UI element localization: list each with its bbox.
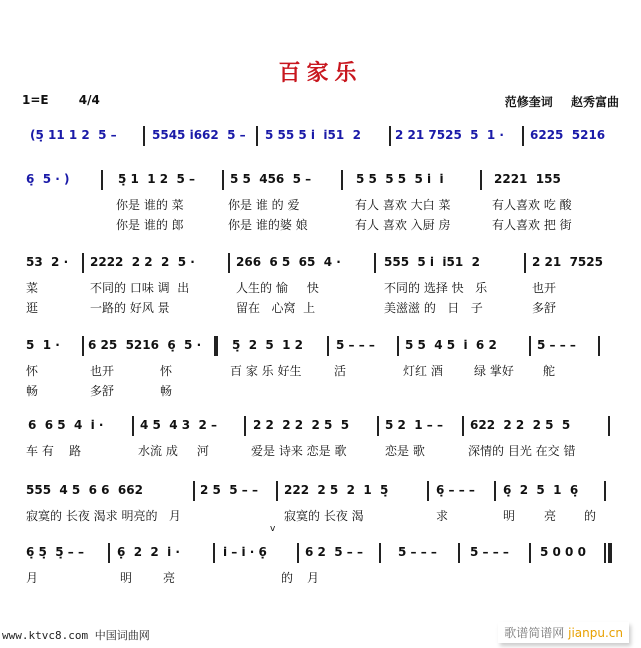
barline — [297, 543, 299, 563]
lyric: 你是 谁的 郎 — [116, 218, 184, 232]
barline — [256, 126, 258, 146]
lyric: 寂寞的 长夜 渴求 明亮的 月 — [26, 509, 181, 523]
lyric: 菜 — [26, 281, 39, 295]
barline — [228, 253, 230, 273]
barline — [522, 126, 524, 146]
lyric: 明 — [503, 509, 516, 523]
measure: 6 25 5216 6̣ 5 · — [88, 338, 202, 352]
composer: 赵秀富曲 — [570, 95, 619, 109]
watermark-jianpu — [498, 622, 629, 643]
measure: 622 2 2 2 5 5 — [470, 418, 571, 432]
measure: 6225 5216 — [530, 128, 606, 142]
lyric: 有人喜欢 吃 酸 — [492, 198, 572, 212]
barline — [143, 126, 145, 146]
measure: 53 2 · — [26, 255, 69, 269]
lyric: 有人 喜欢 大白 菜 — [355, 198, 451, 212]
barline — [82, 253, 84, 273]
lyric: 多舒 — [532, 301, 557, 315]
barline — [108, 543, 110, 563]
measure: 2 2 2 2 2 5 5 — [253, 418, 350, 432]
barline — [276, 481, 278, 501]
lyric: 的 — [584, 509, 597, 523]
measure: 6̣ 2 2 i̇ · — [117, 545, 180, 559]
barline — [458, 543, 460, 563]
measure: 4 5 4 3 2 – — [140, 418, 217, 432]
barline — [397, 336, 399, 356]
lyric: 水流 成 河 — [138, 444, 209, 458]
measure: 5 2 1 – – — [385, 418, 443, 432]
barline — [529, 336, 531, 356]
measure: 2 21 7525 5 1 · — [395, 128, 504, 142]
lyric: 灯红 酒 — [403, 364, 443, 378]
measure: 5 – – – — [336, 338, 375, 352]
lyric: 绿 掌好 — [474, 364, 514, 378]
lyric: 有人 喜欢 入厨 房 — [355, 218, 451, 232]
barline — [598, 336, 600, 356]
lyric: 留在 心窝 上 — [236, 301, 316, 315]
barline — [462, 416, 464, 436]
lyricist: 范修奎词 — [504, 95, 553, 109]
final-barline-thin — [604, 543, 606, 563]
barline — [608, 416, 610, 436]
barline — [193, 481, 195, 501]
watermark-jianpu-cn: 歌谱简谱网 — [504, 626, 565, 640]
lyric: 怀 — [160, 364, 173, 378]
lyric: 舵 — [543, 364, 556, 378]
breath-mark: v — [270, 524, 276, 534]
lyric: 寂寞的 长夜 渴 — [284, 509, 364, 523]
measure: 2222 2 2 2 5 · — [90, 255, 195, 269]
measure: 6 6 5 4 i̇ · — [28, 418, 104, 432]
lyric: 也开 — [532, 281, 557, 295]
lyric: 月 — [307, 571, 320, 585]
barline — [480, 170, 482, 190]
lyric: 车 有 路 — [26, 444, 82, 458]
lyric: 畅 — [26, 384, 39, 398]
barline — [82, 336, 84, 356]
measure: 5 5 5 5 5 i̇ i̇ — [356, 172, 444, 186]
key-time-signature — [22, 93, 126, 107]
measure: 6 2 5 – – — [305, 545, 363, 559]
measure: 2 21 7525 — [532, 255, 603, 269]
measure: 5 – – – — [470, 545, 509, 559]
lyric: 畅 — [160, 384, 173, 398]
measure: 5 1 · — [26, 338, 60, 352]
barline — [101, 170, 103, 190]
watermark-jianpu-brand: jianpu.cn — [568, 626, 623, 640]
barline — [377, 416, 379, 436]
watermark-ktvc8: www.ktvc8.com 中国词曲网 — [2, 629, 150, 642]
barline — [494, 481, 496, 501]
barline — [524, 253, 526, 273]
measure: 222 2 5 2 1 5̣ — [284, 483, 389, 497]
measure: 6̣ 2 5 1 6̣ — [503, 483, 579, 497]
lyric: 月 — [26, 571, 39, 585]
time-signature: 4/4 — [78, 93, 100, 107]
measure: 6̣ 5̣ 5̣ – – — [26, 545, 84, 559]
lyric: 深情的 目光 在交 错 — [468, 444, 576, 458]
barline — [389, 126, 391, 146]
measure: 2 5 5 – – — [200, 483, 258, 497]
barline — [379, 543, 381, 563]
barline — [132, 416, 134, 436]
barline — [341, 170, 343, 190]
lyric: 多舒 — [90, 384, 115, 398]
lyric: 一路的 好风 景 — [90, 301, 170, 315]
lyric: 的 — [281, 571, 294, 585]
measure: 5 5 4 5 i̇ 6 2 — [405, 338, 497, 352]
final-barline-thick — [608, 543, 612, 563]
lyric: 恋是 歌 — [385, 444, 425, 458]
measure: 555 4 5 6 6 662 — [26, 483, 143, 497]
credits — [491, 93, 619, 110]
measure: 555 5 i̇ i̇51 2 — [384, 255, 480, 269]
lyric: 明 — [120, 571, 133, 585]
lyric: 百 家 乐 好生 — [230, 364, 302, 378]
lyric: 活 — [334, 364, 347, 378]
measure: 6̣ 5 · ) — [26, 172, 70, 186]
lyric: 怀 — [26, 364, 39, 378]
measure: 2221 155 — [494, 172, 561, 186]
barline — [213, 543, 215, 563]
lyric: 人生的 愉 快 — [236, 281, 319, 295]
barline — [244, 416, 246, 436]
lyric: 有人喜欢 把 街 — [492, 218, 572, 232]
lyric: 不同的 口味 调 出 — [90, 281, 190, 295]
barline — [327, 336, 329, 356]
lyric: 求 — [436, 509, 449, 523]
lyric: 亮 — [163, 571, 176, 585]
key-signature: 1=E — [22, 93, 49, 107]
repeat-barline — [214, 336, 218, 356]
lyric: 你是 谁的婆 娘 — [228, 218, 308, 232]
measure: (5̣ 11 1 2 5 – — [30, 128, 117, 142]
measure: 5̣ 1 1 2 5 – — [118, 172, 195, 186]
barline — [374, 253, 376, 273]
barline — [427, 481, 429, 501]
lyric: 不同的 选择 快 乐 — [384, 281, 488, 295]
measure: 266 6 5 65 4 · — [236, 255, 341, 269]
lyric: 逛 — [26, 301, 39, 315]
measure: 6̣ – – – — [436, 483, 475, 497]
barline — [529, 543, 531, 563]
measure: 5 55 5 i̇ i̇51 2 — [265, 128, 361, 142]
song-title: 百家乐 — [278, 60, 363, 86]
lyric: 你是 谁的 菜 — [116, 198, 184, 212]
barline — [222, 170, 224, 190]
lyric: 美滋滋 的 日 子 — [384, 301, 483, 315]
measure: 5545 i̇662 5 – — [152, 128, 246, 142]
barline — [604, 481, 606, 501]
lyric: 也开 — [90, 364, 115, 378]
lyric: 爱是 诗来 恋是 歌 — [251, 444, 347, 458]
lyric: 亮 — [544, 509, 557, 523]
measure: i̇ – i̇ · 6̣ — [223, 545, 267, 559]
lyric: 你是 谁 的 爱 — [228, 198, 300, 212]
measure: 5 – – – — [537, 338, 576, 352]
measure: 5 5 456 5 – — [230, 172, 312, 186]
measure: 5 – – – — [398, 545, 437, 559]
measure: 5̣ 2 5 1 2 — [232, 338, 303, 352]
measure: 5 0 0 0 — [540, 545, 586, 559]
